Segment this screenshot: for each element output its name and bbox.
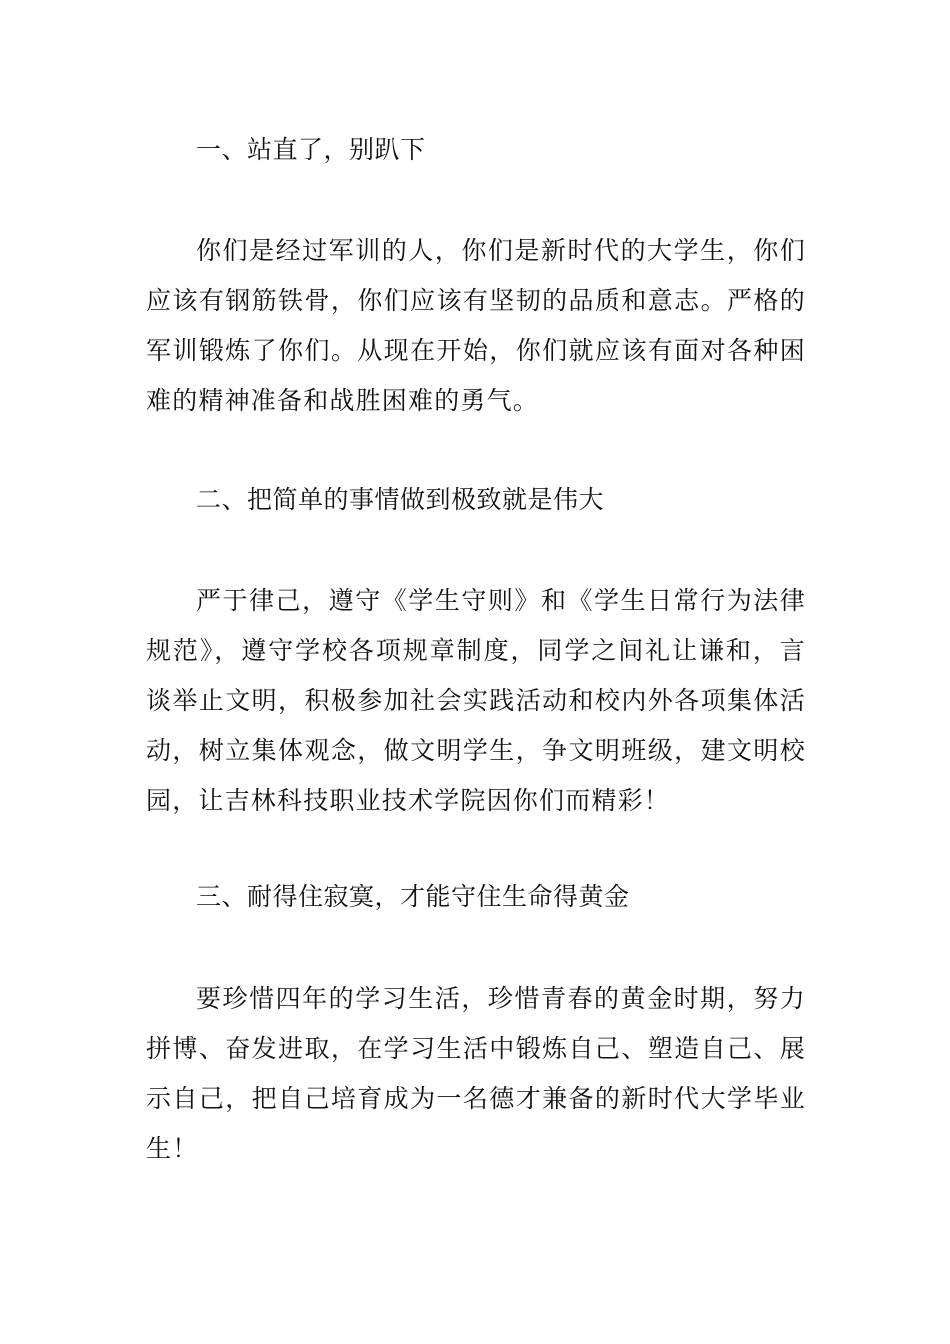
section-paragraph-2: 严于律己，遵守《学生守则》和《学生日常行为法律规范》，遵守学校各项规章制度，同学之间礼让谦和，言谈举止文明，积极参加社会实践活动和校内外各项集体活动，树立集体观念，做文明学生，争文明班级，建文明校园，让吉林科技职业技术学院因你们而精彩！ <box>146 586 806 815</box>
section-heading-3: 三、耐得住寂寞，才能守住生命得黄金 <box>196 882 630 911</box>
section-heading-2: 二、把简单的事情做到极致就是伟大 <box>196 485 605 514</box>
section-paragraph-3: 要珍惜四年的学习生活，珍惜青春的黄金时期，努力拼博、奋发进取，在学习生活中锻炼自己、塑造自己、展示自己，把自己培育成为一名德才兼备的新时代大学毕业生！ <box>146 984 806 1163</box>
section-heading-1: 一、站直了，别趴下 <box>196 135 426 164</box>
section-paragraph-1: 你们是经过军训的人，你们是新时代的大学生，你们应该有钢筋铁骨，你们应该有坚韧的品质和意志。严格的军训锻炼了你们。从现在开始，你们就应该有面对各种困难的精神准备和战胜困难的勇气。 <box>146 236 806 415</box>
